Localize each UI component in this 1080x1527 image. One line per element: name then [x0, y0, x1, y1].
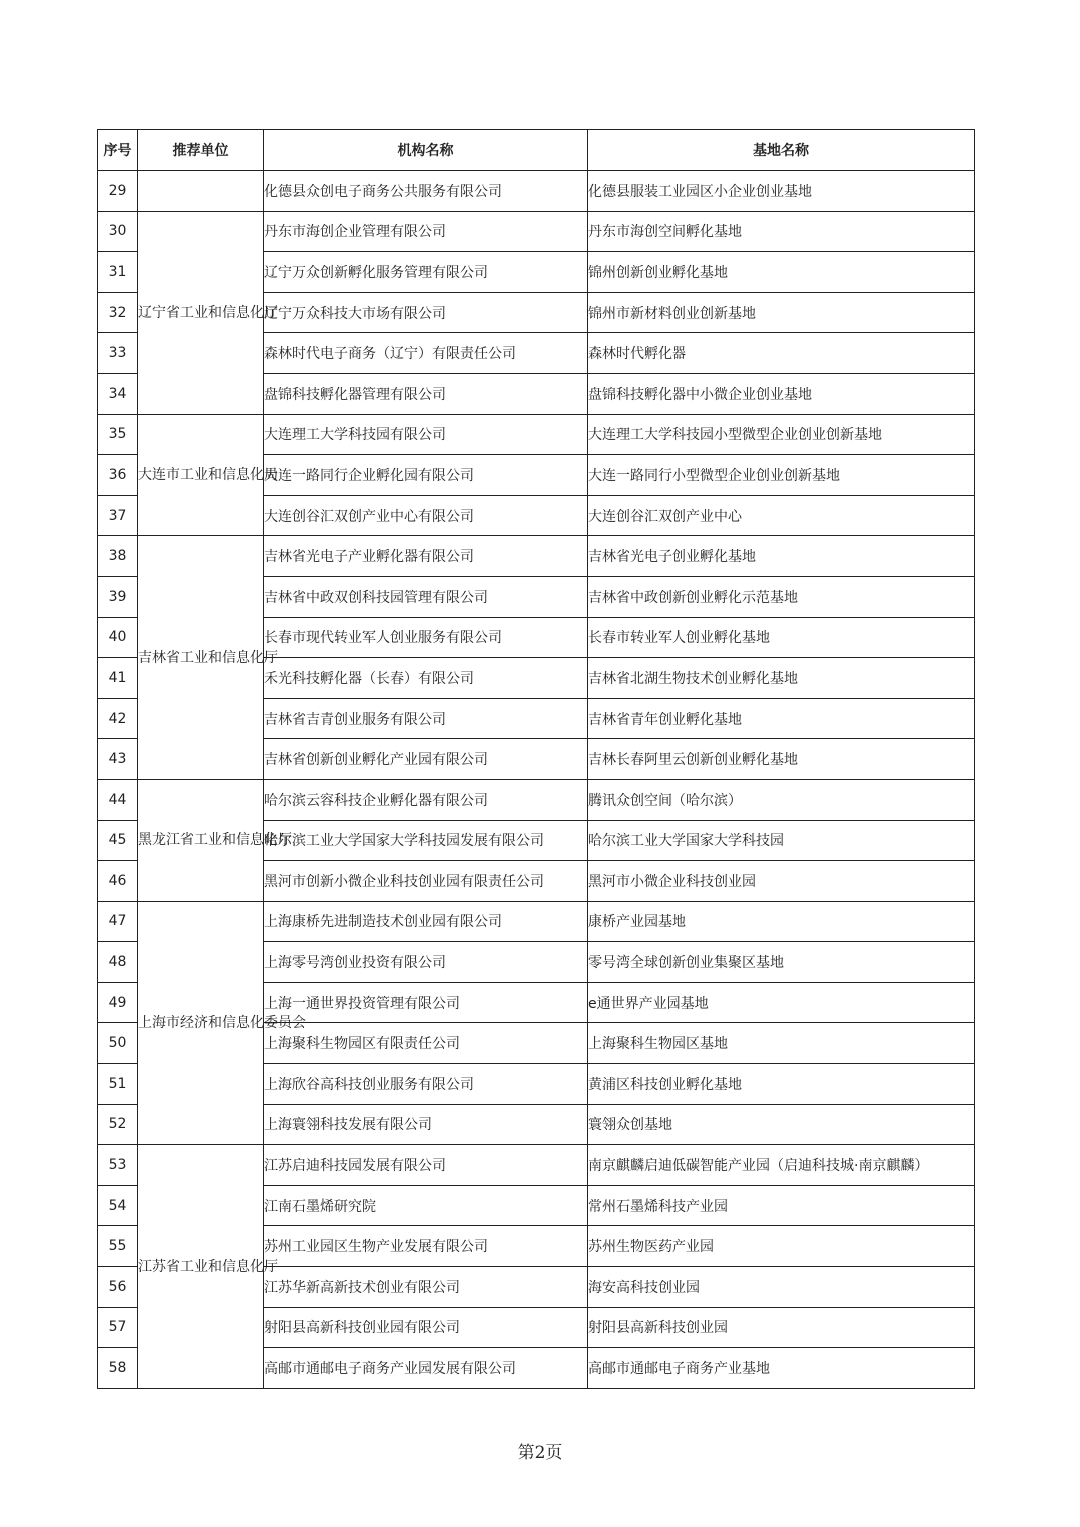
cell-org-name: 上海康桥先进制造技术创业园有限公司 [264, 901, 588, 942]
cell-org-name: 大连一路同行企业孵化园有限公司 [264, 455, 588, 496]
cell-org-name: 江苏华新高新技术创业有限公司 [264, 1267, 588, 1308]
cell-org-name: 吉林省吉青创业服务有限公司 [264, 698, 588, 739]
cell-base-name: 高邮市通邮电子商务产业基地 [588, 1348, 975, 1389]
table-row [98, 901, 975, 942]
cell-seq: 38 [98, 536, 138, 577]
table-row [98, 414, 975, 455]
cell-seq: 48 [98, 942, 138, 983]
cell-org-name: 苏州工业园区生物产业发展有限公司 [264, 1226, 588, 1267]
cell-seq: 51 [98, 1064, 138, 1105]
cell-base-name: 黑河市小微企业科技创业园 [588, 861, 975, 902]
cell-base-name: 长春市转业军人创业孵化基地 [588, 617, 975, 658]
header-recommending-unit: 推荐单位 [138, 130, 264, 171]
cell-seq: 33 [98, 333, 138, 374]
cell-seq: 43 [98, 739, 138, 780]
cell-org-name: 江苏启迪科技园发展有限公司 [264, 1145, 588, 1186]
cell-org-name: 吉林省光电子产业孵化器有限公司 [264, 536, 588, 577]
cell-org-name: 丹东市海创企业管理有限公司 [264, 211, 588, 252]
cell-base-name: 腾讯众创空间（哈尔滨） [588, 779, 975, 820]
cell-org-name: 上海欣谷高科技创业服务有限公司 [264, 1064, 588, 1105]
cell-seq: 45 [98, 820, 138, 861]
cell-org-name: 上海聚科生物园区有限责任公司 [264, 1023, 588, 1064]
cell-seq: 35 [98, 414, 138, 455]
header-org-name: 机构名称 [264, 130, 588, 171]
cell-recommending-unit: 黑龙江省工业和信息化厅 [138, 779, 264, 901]
table-row [98, 211, 975, 252]
cell-org-name: 吉林省创新创业孵化产业园有限公司 [264, 739, 588, 780]
cell-base-name: 射阳县高新科技创业园 [588, 1307, 975, 1348]
cell-seq: 44 [98, 779, 138, 820]
cell-seq: 55 [98, 1226, 138, 1267]
cell-seq: 34 [98, 373, 138, 414]
cell-org-name: 辽宁万众创新孵化服务管理有限公司 [264, 252, 588, 293]
table-header-row [98, 130, 975, 171]
cell-base-name: 零号湾全球创新创业集聚区基地 [588, 942, 975, 983]
cell-seq: 52 [98, 1104, 138, 1145]
cell-seq: 37 [98, 495, 138, 536]
cell-base-name: 黄浦区科技创业孵化基地 [588, 1064, 975, 1105]
cell-org-name: 上海一通世界投资管理有限公司 [264, 982, 588, 1023]
cell-base-name: 吉林省北湖生物技术创业孵化基地 [588, 658, 975, 699]
enterprise-base-table [97, 129, 975, 1389]
cell-base-name: 吉林长春阿里云创新创业孵化基地 [588, 739, 975, 780]
cell-recommending-unit: 吉林省工业和信息化厅 [138, 536, 264, 780]
cell-seq: 46 [98, 861, 138, 902]
cell-base-name: 吉林省光电子创业孵化基地 [588, 536, 975, 577]
cell-seq: 54 [98, 1185, 138, 1226]
cell-seq: 39 [98, 576, 138, 617]
cell-seq: 57 [98, 1307, 138, 1348]
cell-seq: 32 [98, 292, 138, 333]
cell-base-name: 吉林省青年创业孵化基地 [588, 698, 975, 739]
cell-org-name: 大连理工大学科技园有限公司 [264, 414, 588, 455]
cell-base-name: 南京麒麟启迪低碳智能产业园（启迪科技城·南京麒麟） [588, 1145, 975, 1186]
cell-seq: 36 [98, 455, 138, 496]
cell-org-name: 禾光科技孵化器（长春）有限公司 [264, 658, 588, 699]
cell-base-name: 上海聚科生物园区基地 [588, 1023, 975, 1064]
cell-base-name: 寰翎众创基地 [588, 1104, 975, 1145]
cell-base-name: 盘锦科技孵化器中小微企业创业基地 [588, 373, 975, 414]
cell-seq: 53 [98, 1145, 138, 1186]
cell-recommending-unit: 上海市经济和信息化委员会 [138, 901, 264, 1145]
cell-seq: 56 [98, 1267, 138, 1308]
cell-base-name: 森林时代孵化器 [588, 333, 975, 374]
cell-org-name: 上海零号湾创业投资有限公司 [264, 942, 588, 983]
cell-org-name: 江南石墨烯研究院 [264, 1185, 588, 1226]
cell-org-name: 上海寰翎科技发展有限公司 [264, 1104, 588, 1145]
cell-org-name: 高邮市通邮电子商务产业园发展有限公司 [264, 1348, 588, 1389]
cell-base-name: 苏州生物医药产业园 [588, 1226, 975, 1267]
cell-org-name: 哈尔滨云容科技企业孵化器有限公司 [264, 779, 588, 820]
cell-base-name: 大连一路同行小型微型企业创业创新基地 [588, 455, 975, 496]
cell-org-name: 哈尔滨工业大学国家大学科技园发展有限公司 [264, 820, 588, 861]
cell-seq: 30 [98, 211, 138, 252]
table-row [98, 536, 975, 577]
cell-recommending-unit [138, 171, 264, 212]
cell-base-name: 康桥产业园基地 [588, 901, 975, 942]
cell-seq: 42 [98, 698, 138, 739]
table-row [98, 171, 975, 212]
cell-seq: 41 [98, 658, 138, 699]
cell-base-name: 锦州市新材料创业创新基地 [588, 292, 975, 333]
header-base-name: 基地名称 [588, 130, 975, 171]
cell-seq: 58 [98, 1348, 138, 1389]
table-row [98, 779, 975, 820]
cell-recommending-unit: 辽宁省工业和信息化厅 [138, 211, 264, 414]
cell-org-name: 射阳县高新科技创业园有限公司 [264, 1307, 588, 1348]
cell-seq: 47 [98, 901, 138, 942]
cell-seq: 50 [98, 1023, 138, 1064]
cell-base-name: 海安高科技创业园 [588, 1267, 975, 1308]
cell-recommending-unit: 大连市工业和信息化局 [138, 414, 264, 536]
cell-base-name: 大连理工大学科技园小型微型企业创业创新基地 [588, 414, 975, 455]
header-seq: 序号 [98, 130, 138, 171]
cell-seq: 31 [98, 252, 138, 293]
cell-org-name: 吉林省中政双创科技园管理有限公司 [264, 576, 588, 617]
cell-org-name: 化德县众创电子商务公共服务有限公司 [264, 171, 588, 212]
cell-base-name: 大连创谷汇双创产业中心 [588, 495, 975, 536]
cell-base-name: 锦州创新创业孵化基地 [588, 252, 975, 293]
cell-base-name: 化德县服装工业园区小企业创业基地 [588, 171, 975, 212]
cell-org-name: 大连创谷汇双创产业中心有限公司 [264, 495, 588, 536]
cell-org-name: 森林时代电子商务（辽宁）有限责任公司 [264, 333, 588, 374]
cell-seq: 40 [98, 617, 138, 658]
cell-org-name: 辽宁万众科技大市场有限公司 [264, 292, 588, 333]
cell-base-name: 常州石墨烯科技产业园 [588, 1185, 975, 1226]
cell-recommending-unit: 江苏省工业和信息化厅 [138, 1145, 264, 1389]
page-number: 第2页 [517, 1443, 563, 1463]
cell-base-name: e通世界产业园基地 [588, 982, 975, 1023]
cell-org-name: 长春市现代转业军人创业服务有限公司 [264, 617, 588, 658]
table-body [98, 171, 975, 1389]
cell-base-name: 吉林省中政创新创业孵化示范基地 [588, 576, 975, 617]
cell-org-name: 盘锦科技孵化器管理有限公司 [264, 373, 588, 414]
cell-org-name: 黑河市创新小微企业科技创业园有限责任公司 [264, 861, 588, 902]
cell-base-name: 丹东市海创空间孵化基地 [588, 211, 975, 252]
cell-seq: 49 [98, 982, 138, 1023]
cell-seq: 29 [98, 171, 138, 212]
table-row [98, 1145, 975, 1186]
cell-base-name: 哈尔滨工业大学国家大学科技园 [588, 820, 975, 861]
